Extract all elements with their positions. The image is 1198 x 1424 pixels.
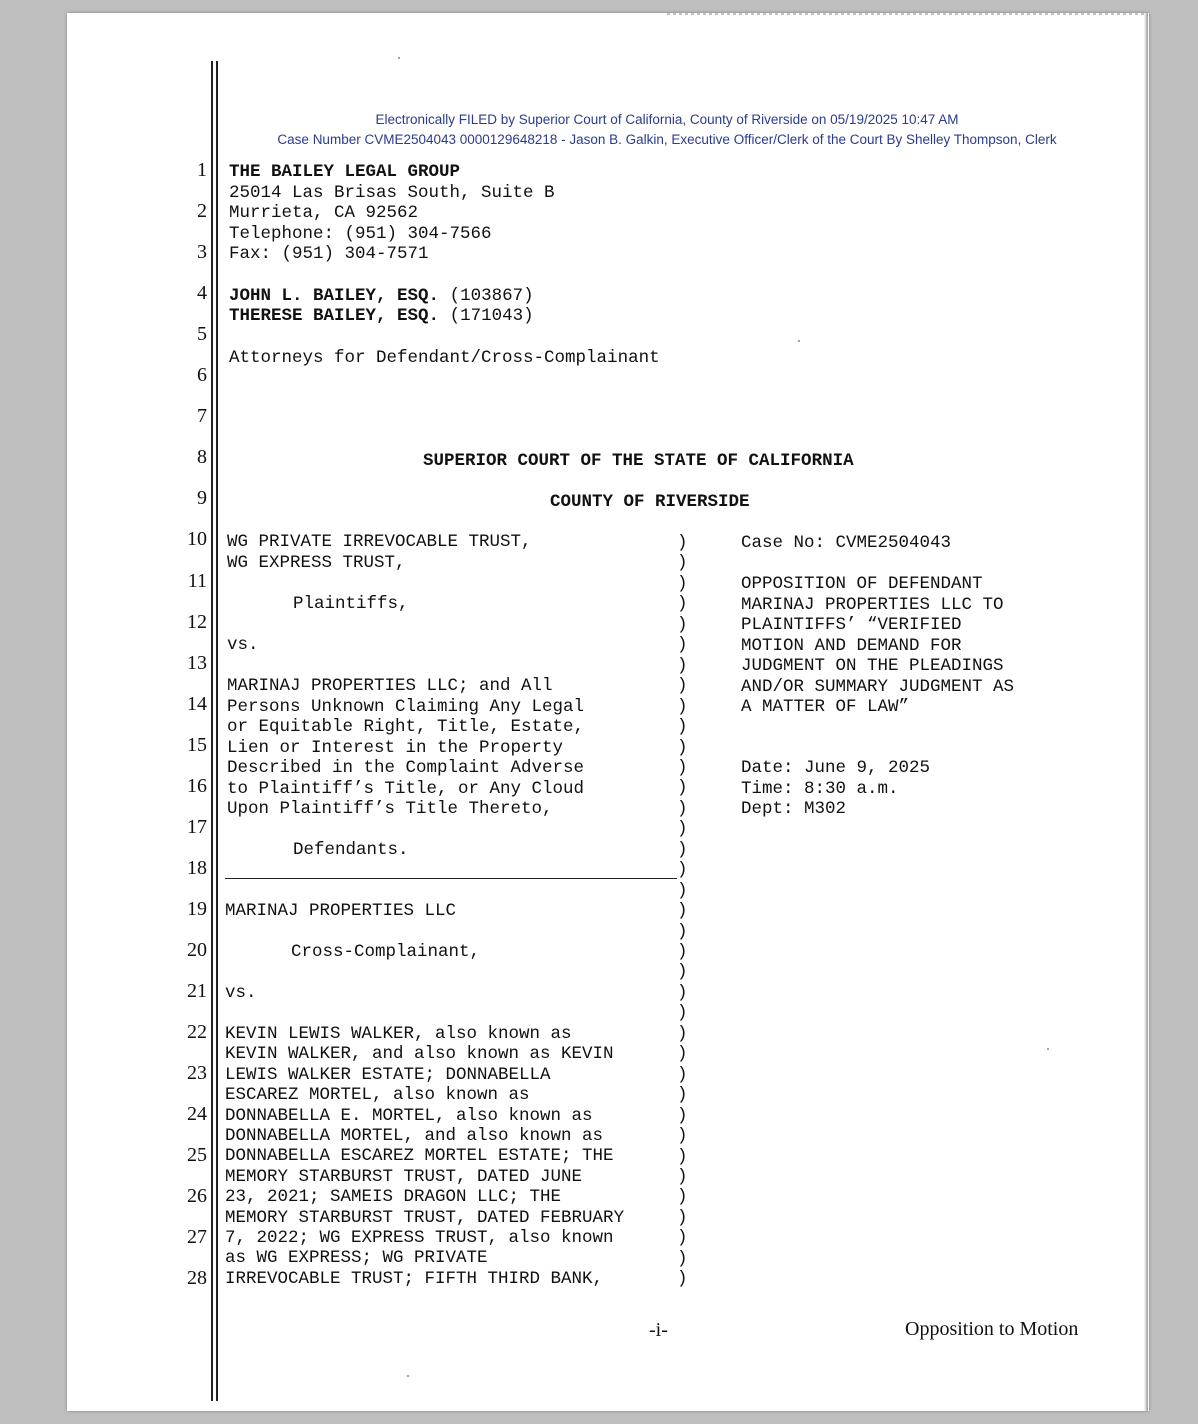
attorney-1-name: JOHN L. BAILEY, ESQ. [229,286,440,306]
caption-paren: ) [677,614,688,635]
hearing-time: Time: 8:30 a.m. [741,779,899,799]
caption-paren: ) [677,1269,688,1290]
line-number: 23 [187,1062,207,1085]
attorney-role: Attorneys for Defendant/Cross-Complainant [229,348,660,368]
document-title-line: MARINAJ PROPERTIES LLC TO [741,594,1004,615]
caption-paren: ) [677,1248,688,1269]
caption-paren: ) [677,676,688,697]
caption-paren: ) [677,1105,688,1126]
scan-speck [398,57,400,59]
cross-defendant-line: IRREVOCABLE TRUST; FIFTH THIRD BANK, [225,1268,604,1289]
court-name: SUPERIOR COURT OF THE STATE OF CALIFORNIA [423,451,854,471]
line-number: 18 [187,856,207,879]
caption-paren: ) [677,1228,688,1249]
cross-defendant-line: KEVIN LEWIS WALKER, also known as [225,1024,572,1044]
line-number: 20 [187,938,207,961]
caption-paren: ) [677,778,688,799]
page-edge-shadow [1144,13,1148,1411]
caption-paren: ) [677,1044,688,1065]
hearing-dept: Dept: M302 [741,799,847,819]
firm-telephone: Telephone: (951) 304-7566 [229,224,492,244]
scan-speck [798,340,800,342]
line-number: 15 [187,733,207,756]
line-number: 13 [187,651,207,674]
document-title-line: PLAINTIFFS’ “VERIFIED [741,615,962,635]
caption-paren: ) [677,798,688,819]
cross-defendant-line: DONNABELLA E. MORTEL, also known as [225,1105,593,1126]
caption-paren: ) [677,573,688,594]
document-title-line: A MATTER OF LAW” [741,697,910,717]
line-number: 1 [197,159,207,181]
caption-paren: ) [677,717,688,738]
caption-paren: ) [677,696,688,717]
line-number: 28 [187,1267,207,1290]
line-number: 14 [187,692,207,715]
plaintiffs-label: Plaintiffs, [293,594,409,614]
case-number: Case No: CVME2504043 [741,533,952,553]
filing-stamp-line2: Case Number CVME2504043 0000129648218 - Jason B. Galkin, Executive Officer/Clerk of the Court By Shelley Thompson, Clerk [277,132,1057,147]
filing-stamp-line1: Electronically FILED by Superior Court of California, County of Riverside on 05/19/2025 10:47 AM [375,112,959,127]
caption-paren: ) [677,880,688,901]
defendants-label: Defendants. [293,840,409,860]
line-number: 5 [197,323,207,346]
cross-defendant-line: 7, 2022; WG EXPRESS TRUST, also known [225,1228,614,1248]
line-number: 10 [187,528,207,551]
cross-defendant-line: DONNABELLA ESCAREZ MORTEL ESTATE; THE [225,1146,614,1167]
line-number: 26 [187,1185,207,1208]
caption-paren: ) [677,1126,688,1147]
scan-speck [407,1375,409,1377]
cross-complainant-label: Cross-Complainant, [291,942,481,962]
footer-title: Opposition to Motion [905,1318,1079,1340]
firm-address-2: Murrieta, CA 92562 [229,203,419,223]
defendant-line: Persons Unknown Claiming Any Legal [227,696,585,717]
caption-paren: ) [677,962,688,983]
cross-defendant-line: LEWIS WALKER ESTATE; DONNABELLA [225,1064,551,1085]
defendant-line: Lien or Interest in the Property [227,737,564,758]
caption-paren: ) [677,921,688,942]
document-page [67,13,1149,1411]
line-number: 11 [187,569,207,592]
cross-defendant-line: DONNABELLA MORTEL, and also known as [225,1126,604,1146]
attorney-2-name: THERESE BAILEY, ESQ. [229,306,440,326]
caption-paren: ) [677,839,688,860]
defendant-line: or Equitable Right, Title, Estate, [227,717,585,737]
cross-defendant-line: 23, 2021; SAMEIS DRAGON LLC; THE [225,1187,562,1208]
caption-paren: ) [677,1085,688,1106]
line-number: 9 [197,487,207,510]
firm-fax: Fax: (951) 304-7571 [229,244,429,264]
line-number: 7 [197,405,207,428]
cross-defendant-line: as WG EXPRESS; WG PRIVATE [225,1248,488,1269]
caption-paren: ) [677,1064,688,1085]
line-number: 6 [197,364,207,387]
caption-paren: ) [677,533,688,553]
hearing-date: Date: June 9, 2025 [741,758,931,778]
document-title-line: AND/OR SUMMARY JUDGMENT AS [741,676,1015,697]
caption-paren: ) [677,982,688,1003]
cross-complainant: MARINAJ PROPERTIES LLC [225,901,457,921]
document-title-line: JUDGMENT ON THE PLEADINGS [741,656,1004,676]
caption-paren: ) [677,757,688,778]
attorney-2-bar: (171043) [449,306,534,326]
cross-defendant-line: MEMORY STARBURST TRUST, DATED FEBRUARY [225,1207,625,1228]
caption-paren: ) [677,737,688,758]
plaintiff-line: WG PRIVATE IRREVOCABLE TRUST, [227,532,532,552]
attorney-1-bar: (103867) [449,286,534,306]
cross-defendant-line: ESCAREZ MORTEL, also known as [225,1085,530,1106]
scan-speck [1047,1048,1049,1050]
plaintiff-line: WG EXPRESS TRUST, [227,553,406,573]
cross-defendant-line: MEMORY STARBURST TRUST, DATED JUNE [225,1166,583,1187]
caption-paren: ) [677,594,688,615]
line-number: 3 [197,241,207,264]
line-number: 8 [197,446,207,469]
defendant-line: to Plaintiff’s Title, or Any Cloud [227,778,585,799]
page-number: -i- [649,1319,668,1341]
attorney-1 [229,286,534,306]
scan-artifact [667,13,1147,15]
line-number: 22 [187,1021,207,1044]
line-number: 17 [187,815,207,838]
defendant-line: Upon Plaintiff’s Title Thereto, [227,799,553,819]
defendant-line: MARINAJ PROPERTIES LLC; and All [227,676,553,696]
line-number: 4 [197,282,207,305]
firm-address-1: 25014 Las Brisas South, Suite B [229,183,555,203]
line-number: 25 [187,1144,207,1167]
caption-paren: ) [677,1023,688,1044]
line-number: 12 [187,610,207,633]
firm-name: THE BAILEY LEGAL GROUP [229,162,461,182]
caption-divider [225,878,677,879]
defendant-line: Described in the Complaint Adverse [227,758,585,778]
line-number: 2 [197,200,207,223]
caption-paren: ) [677,1146,688,1167]
cross-defendant-line: KEVIN WALKER, and also known as KEVIN [225,1044,614,1065]
caption-paren: ) [677,1207,688,1228]
versus-2: vs. [225,983,257,1003]
left-margin-rule [211,61,213,1401]
document-title-line: MOTION AND DEMAND FOR [741,635,962,656]
court-county: COUNTY OF RIVERSIDE [550,492,750,512]
caption-paren: ) [677,635,688,656]
left-margin-rule-inner [216,61,218,1401]
line-number: 21 [187,980,207,1002]
caption-paren: ) [677,1187,688,1208]
caption-paren: ) [677,860,688,881]
document-title-line: OPPOSITION OF DEFENDANT [741,574,983,594]
line-number: 16 [187,774,207,797]
line-number: 19 [187,897,207,920]
caption-paren: ) [677,819,688,840]
caption-paren: ) [677,901,688,922]
caption-paren: ) [677,655,688,676]
caption-paren: ) [677,1003,688,1024]
caption-paren: ) [677,553,688,574]
attorney-2 [229,306,534,326]
caption-paren: ) [677,1166,688,1187]
versus-1: vs. [227,635,259,655]
line-number: 24 [187,1103,207,1126]
caption-paren: ) [677,942,688,962]
line-number: 27 [187,1226,207,1249]
